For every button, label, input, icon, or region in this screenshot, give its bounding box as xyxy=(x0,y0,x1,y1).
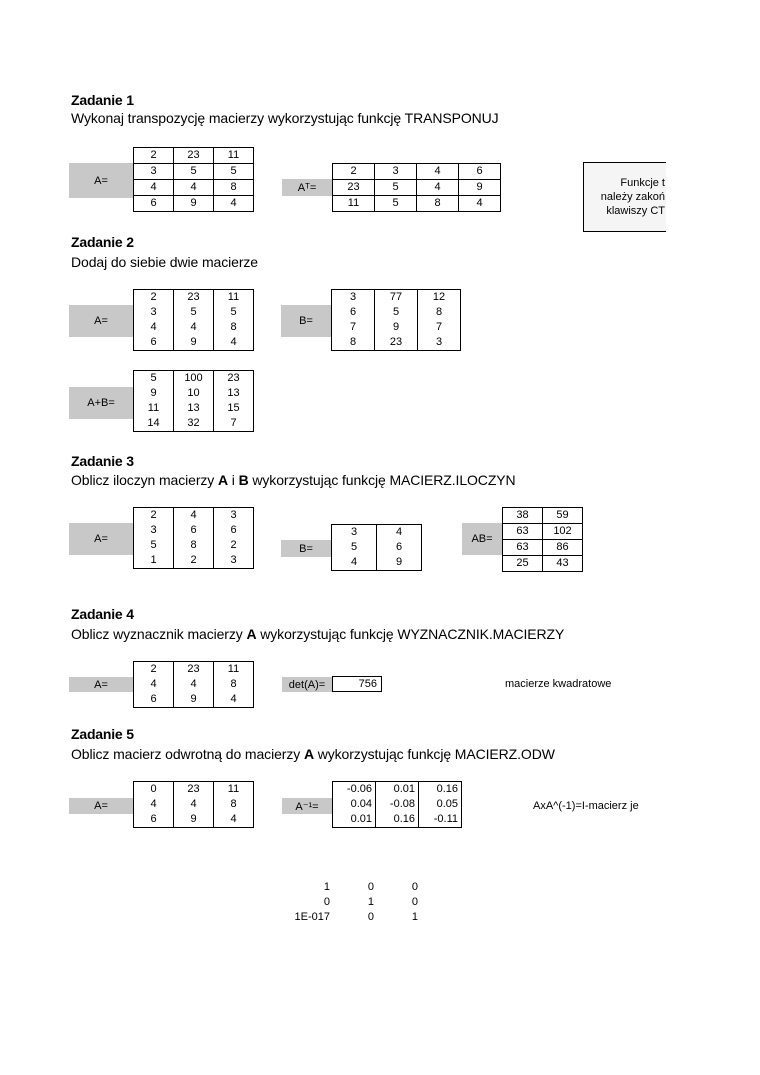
matrix-cell: 0 xyxy=(367,911,374,923)
matrix-row xyxy=(333,164,501,180)
matrix-cell: 4 xyxy=(214,335,254,351)
matrix-row xyxy=(333,180,501,196)
matrix-cell: 4 xyxy=(174,320,214,335)
matrix-cell: 15 xyxy=(214,401,254,416)
matrix-cell: 6 xyxy=(134,692,174,708)
matrix-cell: 0.01 xyxy=(376,782,419,798)
matrix-cell: 0.16 xyxy=(376,812,419,828)
matrix-cell: 2 xyxy=(134,290,174,306)
task3-matrix-a xyxy=(133,507,254,569)
matrix-cell: 2 xyxy=(134,508,174,524)
matrix-cell: 9 xyxy=(174,812,214,828)
matrix-cell: 3 xyxy=(375,164,417,180)
task1-heading: Zadanie 1 xyxy=(71,92,134,108)
task4-side-note: macierze kwadratowe xyxy=(505,678,612,690)
task2-matrix-b xyxy=(331,289,461,351)
task2-matrix-a xyxy=(133,289,254,351)
matrix-row xyxy=(134,416,254,432)
matrix-row xyxy=(134,812,254,828)
matrix-cell: 5 xyxy=(214,164,254,180)
matrix-cell: 0 xyxy=(323,896,330,908)
matrix-row xyxy=(332,525,422,541)
matrix-cell: 4 xyxy=(459,196,501,212)
matrix-cell: 8 xyxy=(214,797,254,812)
matrix-row xyxy=(134,401,254,416)
matrix-row xyxy=(134,797,254,812)
matrix-row xyxy=(134,508,254,524)
matrix-cell: 8 xyxy=(214,320,254,335)
matrix-row xyxy=(134,196,254,212)
matrix-cell: 38 xyxy=(503,508,543,524)
matrix-cell: 4 xyxy=(332,555,377,571)
task3-product-label: AB= xyxy=(462,523,502,555)
matrix-cell: 2 xyxy=(333,164,375,180)
task3-heading: Zadanie 3 xyxy=(71,453,134,469)
task1-transpose-label: Aᵀ= xyxy=(282,179,332,196)
matrix-row xyxy=(280,880,418,895)
task2-matrix-b-label: B= xyxy=(281,305,331,337)
matrix-cell: 6 xyxy=(134,196,174,212)
matrix-cell: 14 xyxy=(134,416,174,432)
task4-heading: Zadanie 4 xyxy=(71,606,134,622)
matrix-cell: 23 xyxy=(174,782,214,798)
task5-inverse-label: A⁻¹= xyxy=(282,798,332,814)
task4-description: Oblicz wyznacznik macierzy A wykorzystując funkcję WYZNACZNIK.MACIERZY xyxy=(71,626,565,642)
matrix-cell: 5 xyxy=(375,305,418,320)
task5-side-note: AxA^(-1)=I-macierz je xyxy=(533,800,639,812)
matrix-cell: 0 xyxy=(411,896,418,908)
matrix-cell: 2 xyxy=(214,538,254,553)
matrix-cell: 6 xyxy=(214,523,254,538)
matrix-cell: 23 xyxy=(375,335,418,351)
task3-description: Oblicz iloczyn macierzy A i B wykorzystując funkcję MACIERZ.ILOCZYN xyxy=(71,472,516,488)
matrix-row xyxy=(333,797,462,812)
matrix-cell: 3 xyxy=(134,523,174,538)
task1-matrix-a xyxy=(133,147,254,212)
matrix-row xyxy=(134,148,254,164)
matrix-cell: 0.05 xyxy=(419,797,462,812)
matrix-row xyxy=(280,895,418,910)
matrix-row xyxy=(503,540,583,556)
matrix-cell: 3 xyxy=(214,508,254,524)
page-right-clip xyxy=(666,150,760,850)
matrix-cell: 8 xyxy=(214,180,254,196)
matrix-row xyxy=(134,553,254,569)
matrix-cell: 2 xyxy=(174,553,214,569)
matrix-row xyxy=(332,290,461,306)
matrix-cell: -0.11 xyxy=(419,812,462,828)
note-line: Funkcje t xyxy=(620,177,665,189)
matrix-cell: 8 xyxy=(214,677,254,692)
task3-matrix-b-label: B= xyxy=(281,540,331,557)
matrix-cell: 6 xyxy=(377,540,422,555)
matrix-row xyxy=(134,782,254,798)
matrix-cell: 23 xyxy=(214,371,254,387)
matrix-cell: 3 xyxy=(332,290,375,306)
matrix-cell: 3 xyxy=(332,525,377,541)
matrix-cell: 9 xyxy=(375,320,418,335)
matrix-row xyxy=(134,290,254,306)
note-line: należy zakoń xyxy=(600,191,665,203)
matrix-cell: 11 xyxy=(214,782,254,798)
task1-info-note xyxy=(583,162,673,232)
matrix-cell: 5 xyxy=(375,180,417,196)
matrix-cell: 0 xyxy=(367,881,374,893)
task5-matrix-inverse xyxy=(332,781,462,828)
matrix-cell: 8 xyxy=(174,538,214,553)
matrix-cell: 1 xyxy=(134,553,174,569)
matrix-row xyxy=(333,782,462,798)
matrix-cell: 8 xyxy=(332,335,375,351)
matrix-cell: 6 xyxy=(134,812,174,828)
matrix-cell: 13 xyxy=(174,401,214,416)
task2-description: Dodaj do siebie dwie macierze xyxy=(71,254,258,270)
matrix-row xyxy=(333,196,501,212)
matrix-row xyxy=(134,538,254,553)
matrix-cell: 86 xyxy=(543,540,583,556)
task5-matrix-a-label: A= xyxy=(69,798,133,814)
matrix-cell: 12 xyxy=(418,290,461,306)
matrix-row xyxy=(134,386,254,401)
matrix-cell: 59 xyxy=(543,508,583,524)
matrix-cell: 1 xyxy=(323,881,330,893)
matrix-cell: 1 xyxy=(411,911,418,923)
task4-det-label: det(A)= xyxy=(282,677,332,692)
matrix-cell: 4 xyxy=(417,180,459,196)
matrix-cell: 9 xyxy=(174,692,214,708)
matrix-cell: 5 xyxy=(174,164,214,180)
matrix-cell: 5 xyxy=(174,305,214,320)
matrix-cell: 6 xyxy=(459,164,501,180)
task1-matrix-a-label: A= xyxy=(69,163,133,198)
matrix-cell: 5 xyxy=(214,305,254,320)
task5-heading: Zadanie 5 xyxy=(71,726,134,742)
matrix-cell: 9 xyxy=(377,555,422,571)
matrix-row xyxy=(503,524,583,540)
matrix-cell: -0.08 xyxy=(376,797,419,812)
matrix-cell: 6 xyxy=(332,305,375,320)
task2-matrix-a-label: A= xyxy=(69,305,133,337)
matrix-cell: 23 xyxy=(174,662,214,678)
matrix-cell: 4 xyxy=(134,677,174,692)
matrix-cell: 3 xyxy=(418,335,461,351)
matrix-cell: 4 xyxy=(377,525,422,541)
matrix-cell: 5 xyxy=(134,538,174,553)
matrix-row xyxy=(134,677,254,692)
matrix-cell: 11 xyxy=(214,290,254,306)
matrix-cell: 4 xyxy=(417,164,459,180)
matrix-row xyxy=(134,523,254,538)
matrix-row xyxy=(332,320,461,335)
task5-description: Oblicz macierz odwrotną do macierzy A wykorzystując funkcję MACIERZ.ODW xyxy=(71,746,555,762)
matrix-cell: 9 xyxy=(134,386,174,401)
matrix-cell: 1E-017 xyxy=(294,911,330,923)
matrix-cell: 4 xyxy=(174,180,214,196)
matrix-cell: 9 xyxy=(174,335,214,351)
matrix-cell: 10 xyxy=(174,386,214,401)
matrix-cell: 3 xyxy=(134,305,174,320)
matrix-cell: 4 xyxy=(174,797,214,812)
matrix-cell: 43 xyxy=(543,556,583,572)
task4-matrix-a xyxy=(133,661,254,708)
matrix-row xyxy=(134,692,254,708)
matrix-cell: 2 xyxy=(134,148,174,164)
task4-det-value: 756 xyxy=(332,676,382,692)
matrix-cell: 0 xyxy=(411,881,418,893)
matrix-cell: 4 xyxy=(214,692,254,708)
matrix-cell: 4 xyxy=(174,508,214,524)
matrix-cell: 9 xyxy=(174,196,214,212)
matrix-row xyxy=(134,164,254,180)
task4-matrix-a-label: A= xyxy=(69,677,133,692)
task5-identity-result xyxy=(280,880,418,925)
matrix-cell: 23 xyxy=(174,290,214,306)
matrix-row xyxy=(134,305,254,320)
matrix-cell: 3 xyxy=(214,553,254,569)
task3-matrix-a-label: A= xyxy=(69,523,133,555)
matrix-cell: 7 xyxy=(332,320,375,335)
matrix-cell: 11 xyxy=(333,196,375,212)
matrix-cell: 23 xyxy=(333,180,375,196)
matrix-row xyxy=(134,371,254,387)
matrix-cell: 11 xyxy=(214,148,254,164)
matrix-row xyxy=(333,812,462,828)
task1-matrix-transposed xyxy=(332,163,501,212)
matrix-cell: 9 xyxy=(459,180,501,196)
matrix-cell: 5 xyxy=(332,540,377,555)
task1-description: Wykonaj transpozycję macierzy wykorzystując funkcję TRANSPONUJ xyxy=(71,110,499,126)
matrix-cell: 4 xyxy=(134,797,174,812)
matrix-cell: 5 xyxy=(134,371,174,387)
matrix-row xyxy=(332,555,422,571)
matrix-cell: 4 xyxy=(214,196,254,212)
matrix-cell: 63 xyxy=(503,524,543,540)
matrix-cell: 7 xyxy=(418,320,461,335)
matrix-row xyxy=(134,320,254,335)
matrix-cell: 4 xyxy=(134,320,174,335)
matrix-cell: 3 xyxy=(134,164,174,180)
matrix-row xyxy=(503,556,583,572)
matrix-cell: -0.06 xyxy=(333,782,376,798)
matrix-cell: 100 xyxy=(174,371,214,387)
note-line: klawiszy CT xyxy=(606,205,665,217)
matrix-cell: 0.04 xyxy=(333,797,376,812)
matrix-cell: 6 xyxy=(174,523,214,538)
matrix-cell: 8 xyxy=(417,196,459,212)
matrix-cell: 4 xyxy=(214,812,254,828)
matrix-cell: 7 xyxy=(214,416,254,432)
matrix-cell: 6 xyxy=(134,335,174,351)
matrix-cell: 1 xyxy=(367,896,374,908)
matrix-cell: 25 xyxy=(503,556,543,572)
matrix-row xyxy=(134,662,254,678)
matrix-cell: 8 xyxy=(418,305,461,320)
matrix-cell: 102 xyxy=(543,524,583,540)
matrix-cell: 32 xyxy=(174,416,214,432)
matrix-row xyxy=(332,335,461,351)
matrix-cell: 0.16 xyxy=(419,782,462,798)
matrix-cell: 11 xyxy=(134,401,174,416)
matrix-row xyxy=(503,508,583,524)
task2-matrix-sum xyxy=(133,370,254,432)
matrix-cell: 0 xyxy=(134,782,174,798)
task2-sum-label: A+B= xyxy=(69,387,133,419)
task5-matrix-a xyxy=(133,781,254,828)
matrix-cell: 11 xyxy=(214,662,254,678)
matrix-row xyxy=(280,910,418,925)
matrix-cell: 4 xyxy=(134,180,174,196)
matrix-cell: 77 xyxy=(375,290,418,306)
matrix-row xyxy=(332,540,422,555)
matrix-cell: 13 xyxy=(214,386,254,401)
matrix-cell: 23 xyxy=(174,148,214,164)
matrix-cell: 0.01 xyxy=(333,812,376,828)
matrix-cell: 63 xyxy=(503,540,543,556)
matrix-cell: 4 xyxy=(174,677,214,692)
task2-heading: Zadanie 2 xyxy=(71,234,134,250)
task3-matrix-product xyxy=(502,507,583,572)
matrix-row xyxy=(134,180,254,196)
task3-matrix-b xyxy=(331,524,422,571)
matrix-cell: 2 xyxy=(134,662,174,678)
matrix-row xyxy=(332,305,461,320)
matrix-row xyxy=(134,335,254,351)
matrix-cell: 5 xyxy=(375,196,417,212)
